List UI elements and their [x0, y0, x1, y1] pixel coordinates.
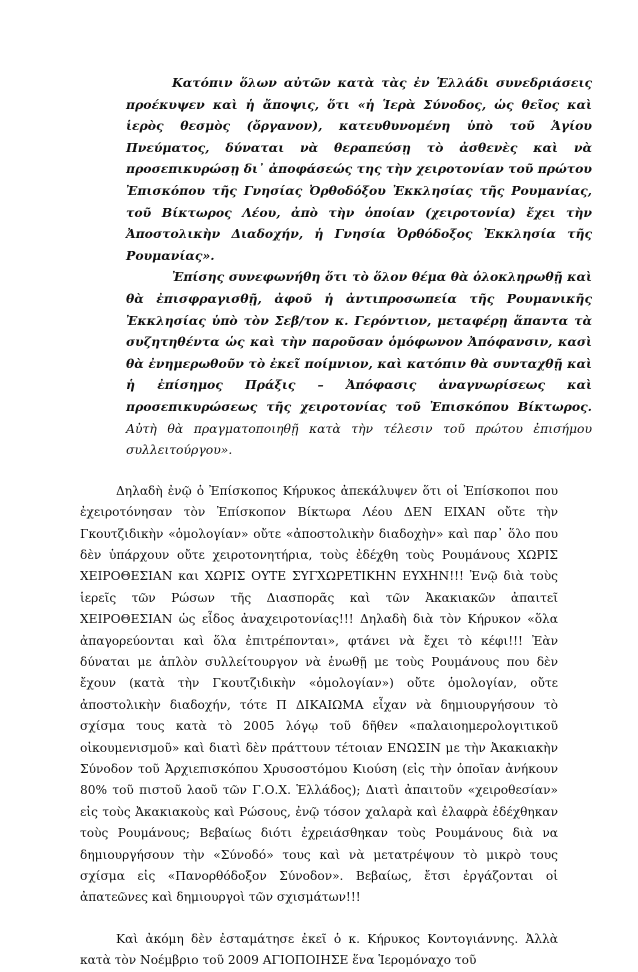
quote-paragraph [126, 72, 592, 266]
body-paragraph: Καὶ ἀκόμη δὲν ἐσταμάτησε ἐκεῖ ὁ κ. Κήρυκος Κοντογιάννης. Ἀλλὰ κατὰ τὸν Νοέμβριο τοῦ 2009 ΑΓΙΟΠΟΙΗΣΕ ἕνα Ἱερομόναχο τοῦ [80, 931, 558, 968]
quote-paragraph-text: Κατόπιν ὅλων αὐτῶν κατὰ τὰς ἐν Ἑλλάδι συνεδριάσεις προέκυψεν καὶ ἡ ἄποψις, ὅτι «ἡ Ἱερὰ Σύνοδος, ὡς θεῖος καὶ ἱερὸς θεσμὸς (ὄργανον), κατευθυνομένη ὑπὸ τοῦ Ἁγίου Πνεύματος, δύναται νὰ θεραπεύσῃ τὸ ἀσθενὲς καὶ νὰ προσεπικυρώσῃ δι᾽ ἀποφάσεώς της τὴν χειροτονίαν τοῦ πρώτου Ἐπισκόπου τῆς Γνησίας Ὀρθοδόξου Ἐκκλησίας τῆς Ρουμανίας, τοῦ Βίκτωρος Λέου, ἀπὸ τὴν ὁποίαν (χειροτονία) ἔχει τὴν Ἀποστολικὴν Διαδοχήν, ἡ Γνησία Ὀρθόδοξος Ἐκκλησία τῆς Ρουμανίας». [126, 75, 592, 263]
quote-paragraph-text: Ἐπίσης συνεφωνήθη ὅτι τὸ ὅλον θέμα θὰ ὁλοκληρωθῇ καὶ θὰ ἐπισφραγισθῇ, ἀφοῦ ἡ ἀντιπροσωπεία τῆς Ρουμανικῆς Ἐκκλησίας ὑπὸ τὸν Σεβ/τον κ. Γερόντιον, μεταφέρῃ ἅπαντα τὰ συζητηθέντα ὡς καὶ τὴν παροῦσαν ὁμόφωνον Ἀπόφανσιν, κασὶ θὰ ἐνημερωθοῦν τὸ ἐκεῖ ποίμνιον, καὶ κατόπιν θὰ συνταχθῇ καὶ ἡ ἐπίσημος Πράξις – Ἀπόφασις ἀναγνωρίσεως καὶ προσεπικυρώσεως τῆς χειροτονίας τοῦ Ἐπισκόπου Βίκτωρος. [126, 269, 592, 414]
quote-paragraph-tail: Αὐτὴ θὰ πραγματοποιηθῇ κατὰ τὴν τέλεσιν τοῦ πρώτου ἐπισήμου συλλειτούργου». [126, 420, 592, 458]
body-text [80, 481, 558, 972]
body-paragraph: Δηλαδὴ ἐνῷ ὁ Ἐπίσκοπος Κήρυκος ἀπεκάλυψεν ὅτι οἱ Ἐπίσκοποι που ἐχειροτόνησαν τὸν Ἐπίσκοπον Βίκτωρα Λέου ΔΕΝ ΕΙΧΑΝ οὔτε τὴν Γκουτζιδικὴν «ὁμολογίαν» οὔτε «ἀποστολικὴν διαδοχὴν» καὶ παρ᾽ ὅλο που δὲν ὑπάρχουν οὔτε χειροτονητήρια, τοὺς ἐδέχθη τοὺς Ρουμάνους ΧΩΡΙΣ ΧΕΙΡΟΘΕΣΙΑΝ και ΧΩΡΙΣ ΟΥΤΕ ΣΥΓΧΩΡΕΤΙΚΗΝ ΕΥΧΗΝ!!! Ἐνῷ διὰ τοὺς ἱερεῖς τῶν Ρώσων τῆς Διασπορᾶς καὶ τῶν Ἀκακιακῶν ἀπαιτεῖ ΧΕΙΡΟΘΕΣΙΑΝ ὡς εἶδος ἀναχειροτονίας!!! Δηλαδὴ διὰ τὸν Κήρυκον «ὅλα ἀπαγορεύονται καὶ ὅλα ἐπιτρέπονται», φτάνει νὰ ἔχει τὸ κέφι!!! Ἐὰν δύναται με ἁπλὸν συλλείτουργον νὰ ἑνωθῇ με τοὺς Ρουμάνους που δὲν ἔχουν (κατὰ τὴν Γκουτζιδικὴν «ὁμολογίαν») οὔτε ὁμολογίαν, οὔτε ἀποστολικὴν διαδοχήν, τότε Π ΔΙΚΑΙΩΜΑ εἶχαν νὰ δημιουργήσουν τὸ σχίσμα τους κατὰ τὸ 2005 λόγῳ τοῦ δῆθεν «παλαιοημερολογιτικοῦ οἰκουμενισμοῦ» καὶ διατὶ δὲν πράττουν τέτοιαν ΕΝΩΣΙΝ με τὴν Ἀκακιακὴν Σύνοδον τοῦ Ἀρχιεπισκόπου Χρυσοστόμου Κιούση (εἰς τὴν ὁποῖαν ἀνήκουν 80% τοῦ πιστοῦ λαοῦ τῶν Γ.Ο.Χ. Ἑλλάδος); Διατὶ ἀπαιτοῦν «χειροθεσίαν» εἰς τοὺς Ἀκακιακοὺς καὶ Ρώσους, ἐνῷ τόσον χαλαρὰ καὶ ἐλαφρὰ ἐδέχθηκαν τοὺς Ρουμάνους; Βεβαίως διότι ἐχρειάσθηκαν τοὺς Ρουμάνους διὰ να δημιουργήσουν τὴν «Σύνοδό» τους καὶ νὰ μετατρέψουν τὸ μικρὸ τους σχίσμα εἰς «Πανορθόδοξον Σύνοδον». Βεβαίως, ἔτσι ἐργάζονται οἱ ἀπατεῶνες καὶ δημιουργοὶ τῶν σχισμάτων!!! [80, 483, 558, 905]
quoted-passage [126, 72, 592, 461]
quote-paragraph [126, 266, 592, 460]
